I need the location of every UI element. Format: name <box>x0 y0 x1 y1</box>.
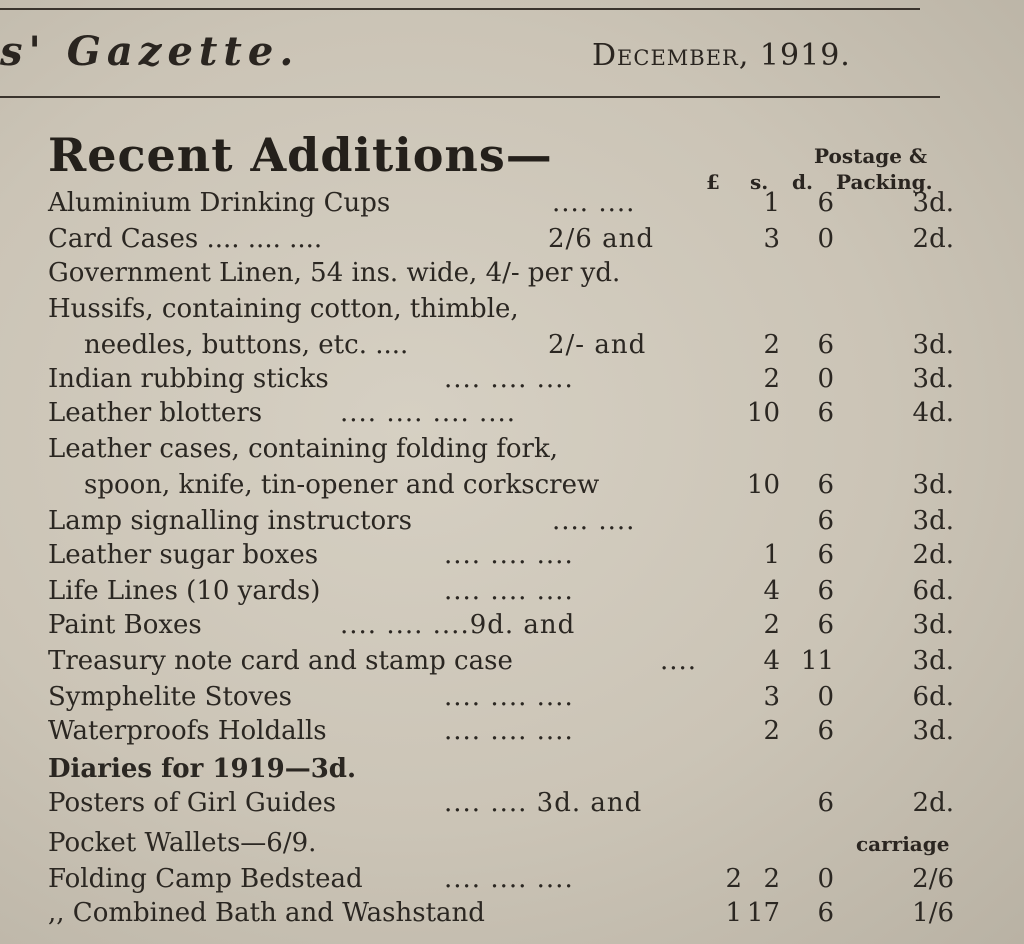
item-note: .... .... ....9d. and <box>340 610 576 640</box>
price-pence: 6 <box>817 506 834 536</box>
postage-packing: 3d. <box>912 330 954 360</box>
item-name: Hussifs, containing cotton, thimble, <box>48 294 519 324</box>
postage-packing: 3d. <box>912 610 954 640</box>
pounds-header: £ <box>706 170 720 194</box>
item-note: .... <box>660 646 698 676</box>
carriage-header: carriage <box>856 832 950 856</box>
top-rule <box>0 8 920 10</box>
list-item <box>0 716 1024 750</box>
postage-packing: 3d. <box>912 364 954 394</box>
postage-packing: 2d. <box>912 540 954 570</box>
price-pence: 11 <box>800 646 834 676</box>
item-name: Indian rubbing sticks <box>48 364 329 394</box>
price-shillings: 10 <box>746 398 780 428</box>
price-shillings: 2 <box>763 610 780 640</box>
item-name: needles, buttons, etc. .... <box>84 330 409 360</box>
postage-packing: 1/6 <box>912 898 954 928</box>
list-item <box>0 646 1024 680</box>
list-item <box>0 434 1024 468</box>
list-item <box>0 188 1024 222</box>
item-name: Lamp signalling instructors <box>48 506 412 536</box>
list-item <box>0 506 1024 540</box>
price-shillings: 4 <box>763 576 780 606</box>
postage-packing: 3d. <box>912 470 954 500</box>
postage-packing: 3d. <box>912 646 954 676</box>
item-name: Life Lines (10 yards) <box>48 576 321 606</box>
list-item <box>0 788 1024 822</box>
list-item <box>0 224 1024 258</box>
item-name: Aluminium Drinking Cups <box>48 188 391 218</box>
shillings-header: s. <box>750 170 769 194</box>
item-name: Symphelite Stoves <box>48 682 292 712</box>
postage-packing: 6d. <box>912 576 954 606</box>
price-shillings: 2 <box>763 330 780 360</box>
price-shillings: 2 <box>763 864 780 894</box>
item-note: .... .... .... .... <box>340 398 517 428</box>
postage-packing: 6d. <box>912 682 954 712</box>
list-item <box>0 754 1024 788</box>
section-heading: Recent Additions— <box>48 128 553 182</box>
price-shillings: 3 <box>763 224 780 254</box>
item-note: 2/- and <box>548 330 647 360</box>
item-name: Diaries for 1919—3d. <box>48 754 357 784</box>
header-rule <box>0 96 940 98</box>
price-shillings: 10 <box>746 470 780 500</box>
price-pounds: 1 <box>725 898 742 928</box>
list-item <box>0 610 1024 644</box>
item-name: spoon, knife, tin-opener and corkscrew <box>84 470 600 500</box>
list-item <box>0 540 1024 574</box>
item-note: .... .... <box>552 188 636 218</box>
item-name: ,, Combined Bath and Washstand <box>48 898 485 928</box>
postage-packing: 2d. <box>912 788 954 818</box>
price-shillings: 17 <box>746 898 780 928</box>
postage-packing: 3d. <box>912 506 954 536</box>
pence-header: d. <box>792 170 813 194</box>
item-note: .... .... 3d. and <box>444 788 643 818</box>
price-pence: 0 <box>817 224 834 254</box>
item-name: Pocket Wallets—6/9. <box>48 828 317 858</box>
item-note: .... .... .... <box>444 682 574 712</box>
postage-header-line1: Postage & <box>814 144 928 168</box>
item-name: Card Cases .... .... .... <box>48 224 323 254</box>
price-pence: 0 <box>817 364 834 394</box>
price-shillings: 2 <box>763 716 780 746</box>
item-note: .... .... <box>552 506 636 536</box>
item-note: .... .... .... <box>444 716 574 746</box>
list-item <box>0 898 1024 932</box>
price-shillings: 1 <box>763 188 780 218</box>
list-item <box>0 258 1024 292</box>
item-name: Posters of Girl Guides <box>48 788 337 818</box>
price-pence: 6 <box>817 188 834 218</box>
price-shillings: 4 <box>763 646 780 676</box>
list-item <box>0 294 1024 328</box>
item-name: Treasury note card and stamp case <box>48 646 513 676</box>
item-name: Leather cases, containing folding fork, <box>48 434 558 464</box>
price-pence: 6 <box>817 540 834 570</box>
list-item <box>0 330 1024 364</box>
price-pounds: 2 <box>725 864 742 894</box>
postage-packing: 2d. <box>912 224 954 254</box>
price-shillings: 1 <box>763 540 780 570</box>
price-pence: 0 <box>817 682 834 712</box>
item-note: .... .... .... <box>444 576 574 606</box>
price-shillings: 2 <box>763 364 780 394</box>
item-name: Paint Boxes <box>48 610 202 640</box>
price-pence: 6 <box>817 330 834 360</box>
list-item <box>0 576 1024 610</box>
item-name: Waterproofs Holdalls <box>48 716 327 746</box>
list-item <box>0 364 1024 398</box>
price-pence: 6 <box>817 716 834 746</box>
price-pence: 0 <box>817 864 834 894</box>
postage-packing: 3d. <box>912 716 954 746</box>
price-pence: 6 <box>817 398 834 428</box>
postage-packing: 2/6 <box>912 864 954 894</box>
price-pence: 6 <box>817 610 834 640</box>
item-name: Government Linen, 54 ins. wide, 4/- per yd. <box>48 258 621 288</box>
item-name: Folding Camp Bedstead <box>48 864 363 894</box>
item-name: Leather blotters <box>48 398 263 428</box>
price-shillings: 3 <box>763 682 780 712</box>
item-note: .... .... .... <box>444 540 574 570</box>
postage-header-line2: Packing. <box>836 170 933 194</box>
list-item <box>0 398 1024 432</box>
masthead-title: s' Gazette. <box>0 28 300 75</box>
issue-date: December, 1919. <box>592 38 851 73</box>
postage-packing: 3d. <box>912 188 954 218</box>
list-item <box>0 470 1024 504</box>
price-pence: 6 <box>817 470 834 500</box>
price-pence: 6 <box>817 898 834 928</box>
price-pence: 6 <box>817 788 834 818</box>
item-note: .... .... .... <box>444 364 574 394</box>
list-item <box>0 864 1024 898</box>
list-item <box>0 682 1024 716</box>
postage-packing: 4d. <box>912 398 954 428</box>
list-item <box>0 828 1024 862</box>
item-note: 2/6 and <box>548 224 654 254</box>
item-note: .... .... .... <box>444 864 574 894</box>
price-pence: 6 <box>817 576 834 606</box>
item-name: Leather sugar boxes <box>48 540 319 570</box>
